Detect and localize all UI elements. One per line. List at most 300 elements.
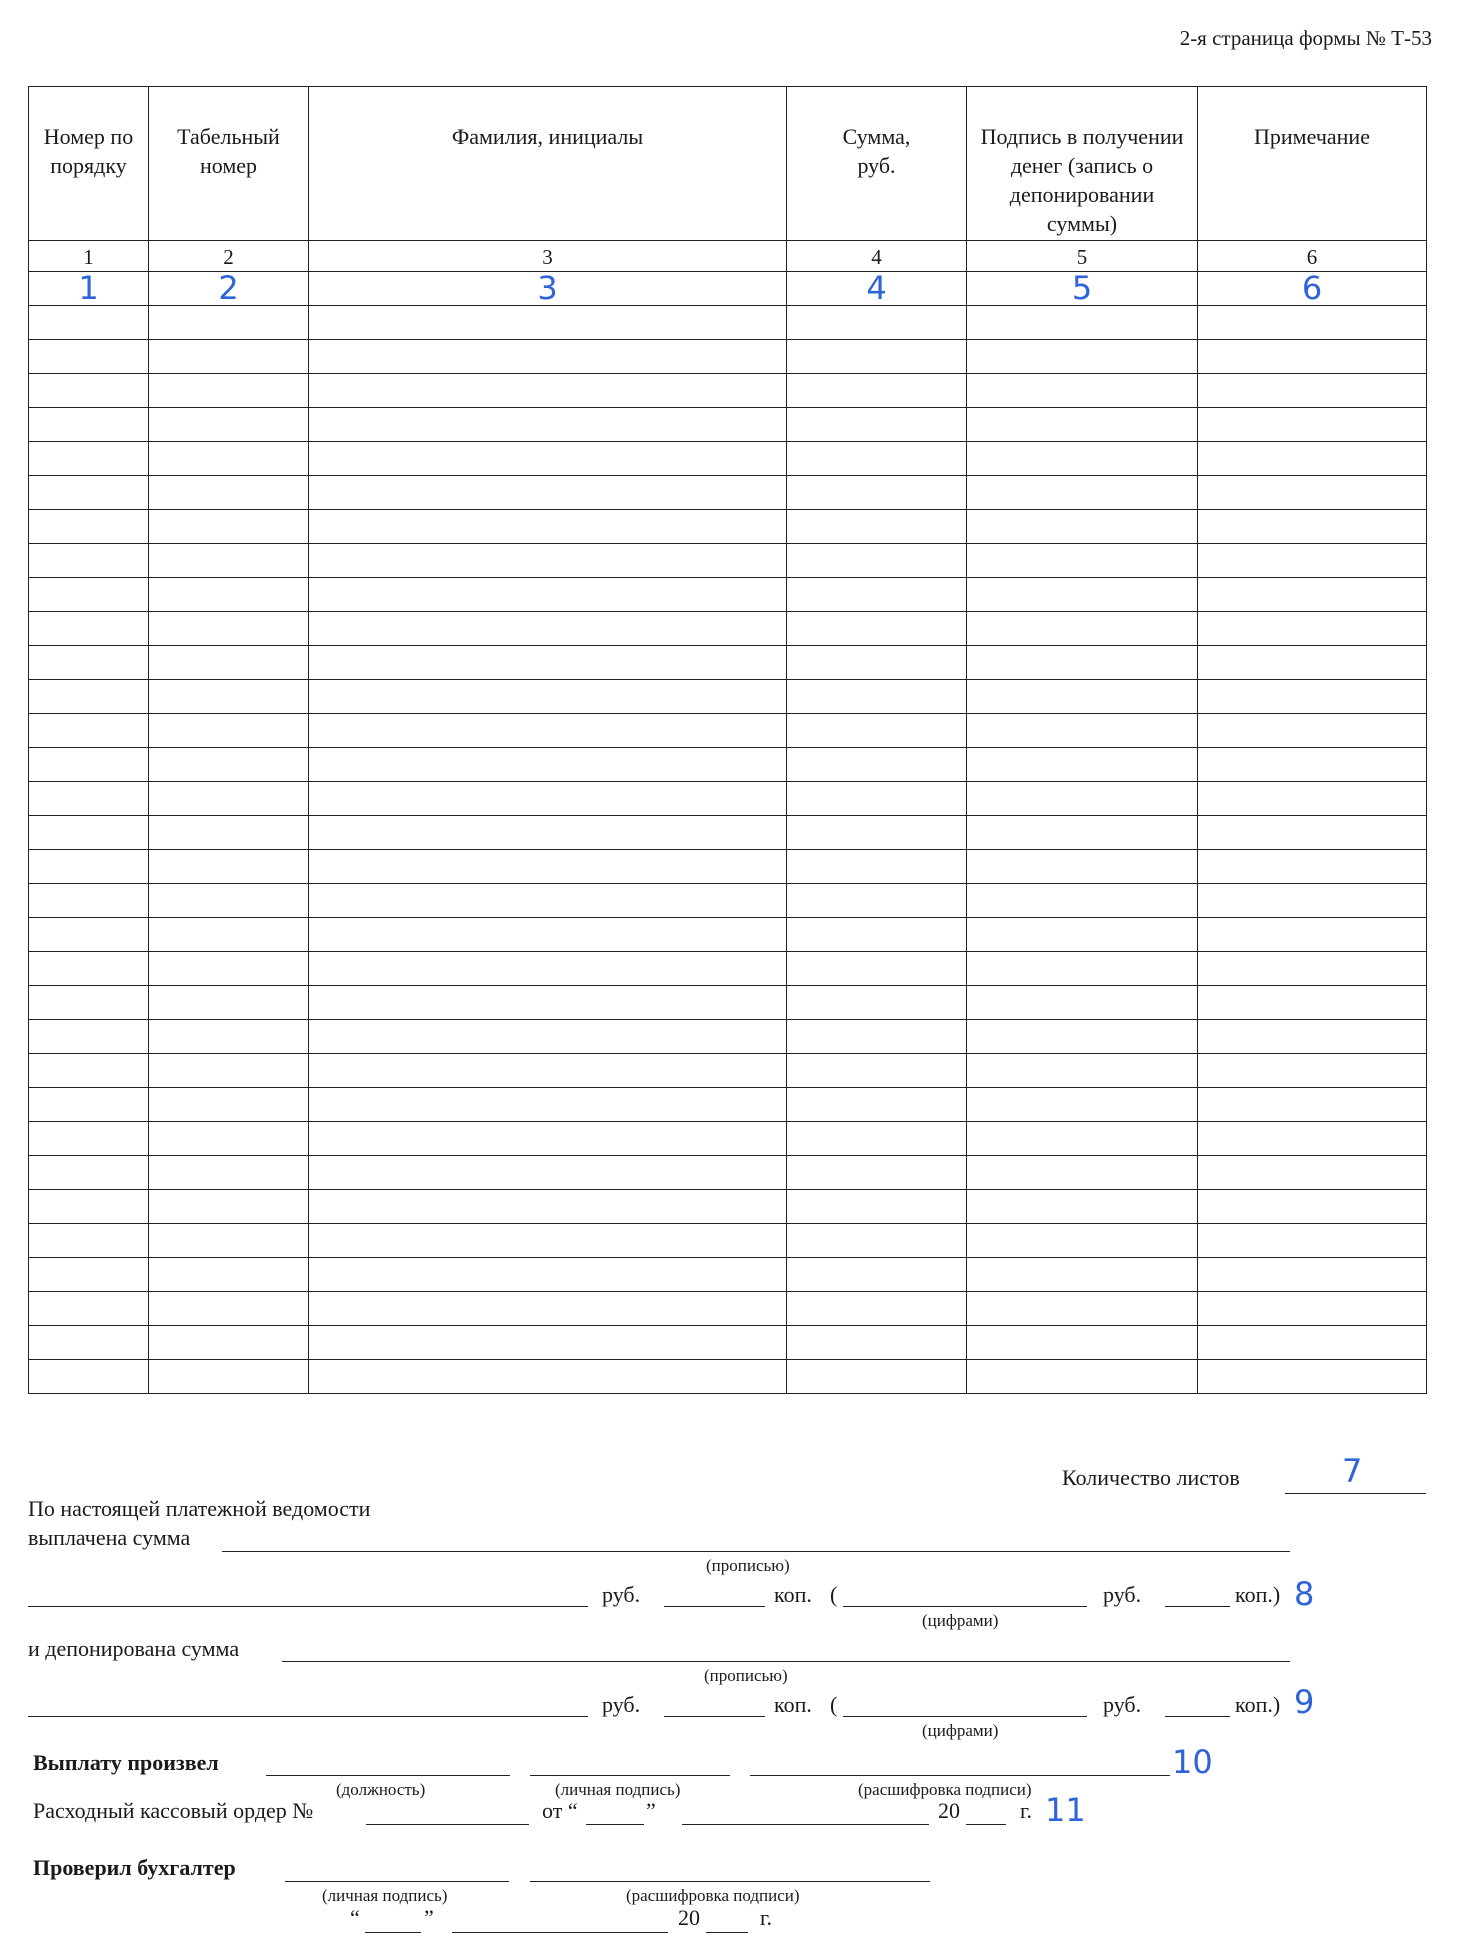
table-row bbox=[29, 1224, 1427, 1258]
table-cell[interactable] bbox=[1198, 1156, 1427, 1190]
table-cell[interactable] bbox=[1198, 1224, 1427, 1258]
table-cell[interactable] bbox=[29, 1190, 149, 1224]
table-cell[interactable] bbox=[967, 1156, 1198, 1190]
year-prefix: 20 bbox=[938, 1798, 960, 1823]
table-row bbox=[29, 782, 1427, 816]
table-cell[interactable] bbox=[787, 1156, 967, 1190]
table-cell[interactable] bbox=[967, 748, 1198, 782]
table-row bbox=[29, 544, 1427, 578]
order-year-field[interactable] bbox=[966, 1824, 1006, 1825]
open-paren: ( bbox=[830, 1582, 838, 1607]
table-cell[interactable] bbox=[29, 884, 149, 918]
year-prefix: 20 bbox=[678, 1905, 700, 1930]
table-cell[interactable] bbox=[29, 952, 149, 986]
annotation-marker: 3 bbox=[537, 269, 558, 307]
table-cell[interactable] bbox=[149, 782, 309, 816]
table-cell[interactable] bbox=[967, 612, 1198, 646]
table-cell[interactable] bbox=[29, 1224, 149, 1258]
table-cell[interactable] bbox=[149, 1224, 309, 1258]
table-row bbox=[29, 578, 1427, 612]
table-cell[interactable] bbox=[1198, 510, 1427, 544]
payroll-table bbox=[28, 86, 1427, 1394]
table-cell[interactable] bbox=[149, 269, 309, 307]
table-cell[interactable] bbox=[967, 1292, 1198, 1326]
rub-label: руб. bbox=[602, 1582, 641, 1607]
header-row-number: Номер по порядку bbox=[29, 87, 149, 241]
table-cell[interactable] bbox=[787, 1258, 967, 1292]
table-cell[interactable] bbox=[787, 850, 967, 884]
table-cell[interactable] bbox=[149, 748, 309, 782]
table-cell[interactable] bbox=[29, 340, 149, 374]
annotation-marker: 6 bbox=[1301, 269, 1323, 307]
table-cell[interactable] bbox=[149, 816, 309, 850]
table-cell[interactable] bbox=[309, 1292, 787, 1326]
table-cell[interactable] bbox=[149, 1360, 309, 1394]
table-cell[interactable] bbox=[309, 952, 787, 986]
table-row bbox=[29, 918, 1427, 952]
table-cell[interactable] bbox=[29, 612, 149, 646]
table-cell[interactable] bbox=[309, 918, 787, 952]
table-cell[interactable] bbox=[967, 1054, 1198, 1088]
table-cell[interactable] bbox=[149, 1020, 309, 1054]
table-cell[interactable] bbox=[29, 1258, 149, 1292]
table-cell[interactable] bbox=[149, 1326, 309, 1360]
table-cell[interactable] bbox=[967, 408, 1198, 442]
annotation-marker: 4 bbox=[866, 269, 887, 307]
deposited-kop-field[interactable] bbox=[664, 1716, 765, 1717]
order-month-field[interactable] bbox=[682, 1824, 929, 1825]
table-cell[interactable] bbox=[309, 1020, 787, 1054]
table-cell[interactable] bbox=[149, 544, 309, 578]
table-cell[interactable] bbox=[149, 306, 309, 340]
table-cell[interactable] bbox=[29, 306, 149, 340]
annotation-marker: 1 bbox=[78, 269, 99, 307]
table-cell[interactable] bbox=[967, 544, 1198, 578]
table-cell[interactable] bbox=[967, 1190, 1198, 1224]
table-row bbox=[29, 986, 1427, 1020]
deposited-amount-digits-field[interactable] bbox=[843, 1716, 1087, 1717]
table-row bbox=[29, 1190, 1427, 1224]
table-cell[interactable] bbox=[149, 1190, 309, 1224]
table-cell[interactable] bbox=[309, 442, 787, 476]
table-cell[interactable] bbox=[1198, 714, 1427, 748]
table-row bbox=[29, 1360, 1427, 1394]
table-cell[interactable] bbox=[1198, 1020, 1427, 1054]
close-quote: ” bbox=[646, 1798, 656, 1823]
cash-order-number-field[interactable] bbox=[366, 1824, 529, 1825]
table-row bbox=[29, 1054, 1427, 1088]
table-cell[interactable] bbox=[1198, 340, 1427, 374]
table-cell[interactable] bbox=[1198, 646, 1427, 680]
header-signature: Подпись в получении денег (запись о депонировании суммы) bbox=[967, 87, 1198, 241]
table-cell[interactable] bbox=[967, 646, 1198, 680]
rub-label: руб. bbox=[602, 1692, 641, 1717]
table-cell[interactable] bbox=[149, 680, 309, 714]
open-quote: “ bbox=[350, 1905, 360, 1930]
table-cell[interactable] bbox=[309, 612, 787, 646]
table-cell[interactable] bbox=[1198, 374, 1427, 408]
table-cell[interactable] bbox=[967, 1258, 1198, 1292]
table-cell[interactable] bbox=[1198, 918, 1427, 952]
table-cell[interactable] bbox=[1198, 442, 1427, 476]
table-cell[interactable] bbox=[149, 646, 309, 680]
table-row bbox=[29, 952, 1427, 986]
table-cell[interactable] bbox=[787, 269, 967, 307]
table-cell[interactable] bbox=[787, 918, 967, 952]
table-cell[interactable] bbox=[787, 578, 967, 612]
table-cell[interactable] bbox=[1198, 850, 1427, 884]
table-cell[interactable] bbox=[967, 918, 1198, 952]
table-cell[interactable] bbox=[1198, 1360, 1427, 1394]
words-hint: (прописью) bbox=[706, 1556, 790, 1575]
table-cell[interactable] bbox=[967, 578, 1198, 612]
table-cell[interactable] bbox=[1198, 816, 1427, 850]
table-cell[interactable] bbox=[967, 816, 1198, 850]
decoding-hint: (расшифровка подписи) bbox=[858, 1780, 1032, 1799]
table-cell[interactable] bbox=[29, 1020, 149, 1054]
table-cell[interactable] bbox=[29, 1088, 149, 1122]
table-cell[interactable] bbox=[309, 816, 787, 850]
column-number: 4 bbox=[787, 241, 967, 272]
check-year-field[interactable] bbox=[706, 1932, 748, 1933]
paid-amount-words-field[interactable] bbox=[222, 1551, 1290, 1552]
table-cell[interactable] bbox=[787, 646, 967, 680]
table-cell[interactable] bbox=[309, 408, 787, 442]
order-day-field[interactable] bbox=[586, 1824, 644, 1825]
table-cell[interactable] bbox=[309, 680, 787, 714]
header-amount: Сумма, руб. bbox=[787, 87, 967, 241]
table-cell[interactable] bbox=[967, 782, 1198, 816]
paid-kop-field[interactable] bbox=[664, 1606, 765, 1607]
table-header-row bbox=[29, 87, 1427, 241]
table-row bbox=[29, 1156, 1427, 1190]
table-cell[interactable] bbox=[149, 714, 309, 748]
check-day-field[interactable] bbox=[365, 1932, 421, 1933]
table-cell[interactable] bbox=[149, 952, 309, 986]
table-cell[interactable] bbox=[967, 306, 1198, 340]
table-cell[interactable] bbox=[967, 1224, 1198, 1258]
table-cell[interactable] bbox=[29, 544, 149, 578]
table-row bbox=[29, 884, 1427, 918]
table-cell[interactable] bbox=[1198, 1088, 1427, 1122]
from-label: от “ bbox=[542, 1798, 578, 1823]
table-cell[interactable] bbox=[787, 544, 967, 578]
header-personnel-number: Табельный номер bbox=[149, 87, 309, 241]
table-row bbox=[29, 714, 1427, 748]
deposited-digits-kop-field[interactable] bbox=[1165, 1716, 1230, 1717]
table-cell[interactable] bbox=[309, 748, 787, 782]
table-cell[interactable] bbox=[787, 1326, 967, 1360]
kop-close-label: коп.) bbox=[1235, 1582, 1281, 1607]
paid-by-position-field[interactable] bbox=[266, 1775, 510, 1776]
accountant-decoding-field[interactable] bbox=[530, 1881, 930, 1882]
header-note: Примечание bbox=[1198, 87, 1427, 241]
table-cell[interactable] bbox=[787, 1054, 967, 1088]
paid-amount-digits-field[interactable] bbox=[843, 1606, 1087, 1607]
table-cell[interactable] bbox=[309, 1326, 787, 1360]
table-cell[interactable] bbox=[787, 816, 967, 850]
table-cell[interactable] bbox=[29, 1326, 149, 1360]
table-cell[interactable] bbox=[149, 986, 309, 1020]
table-cell[interactable] bbox=[149, 1088, 309, 1122]
table-cell[interactable] bbox=[309, 1156, 787, 1190]
annotation-marker-8: 8 bbox=[1294, 1575, 1315, 1613]
table-cell[interactable] bbox=[309, 1258, 787, 1292]
table-cell[interactable] bbox=[787, 510, 967, 544]
table-cell[interactable] bbox=[787, 612, 967, 646]
paid-line-2: выплачена сумма bbox=[28, 1525, 191, 1550]
table-cell[interactable] bbox=[309, 646, 787, 680]
table-row bbox=[29, 1020, 1427, 1054]
table-cell[interactable] bbox=[29, 374, 149, 408]
table-row bbox=[29, 374, 1427, 408]
check-month-field[interactable] bbox=[452, 1932, 668, 1933]
table-cell[interactable] bbox=[967, 1326, 1198, 1360]
table-cell[interactable] bbox=[787, 1292, 967, 1326]
table-cell[interactable] bbox=[787, 782, 967, 816]
table-cell[interactable] bbox=[1198, 269, 1427, 307]
paid-digits-kop-field[interactable] bbox=[1165, 1606, 1230, 1607]
table-cell[interactable] bbox=[29, 442, 149, 476]
table-row bbox=[29, 612, 1427, 646]
table-cell[interactable] bbox=[967, 510, 1198, 544]
table-cell[interactable] bbox=[29, 646, 149, 680]
kop-label: коп. bbox=[774, 1692, 812, 1717]
table-cell[interactable] bbox=[309, 1054, 787, 1088]
position-hint: (должность) bbox=[336, 1780, 426, 1799]
table-cell[interactable] bbox=[309, 374, 787, 408]
table-cell[interactable] bbox=[1198, 476, 1427, 510]
digits-hint: (цифрами) bbox=[922, 1721, 999, 1740]
table-cell[interactable] bbox=[1198, 952, 1427, 986]
table-cell[interactable] bbox=[29, 918, 149, 952]
table-cell[interactable] bbox=[787, 1122, 967, 1156]
table-cell[interactable] bbox=[309, 782, 787, 816]
table-cell[interactable] bbox=[787, 680, 967, 714]
table-row bbox=[29, 1122, 1427, 1156]
table-cell[interactable] bbox=[309, 340, 787, 374]
paid-by-label: Выплату произвел bbox=[33, 1750, 219, 1775]
annotation-marker: 2 bbox=[218, 269, 239, 307]
annotation-marker-7: 7 bbox=[1342, 1452, 1363, 1490]
deposited-words-continuation[interactable] bbox=[28, 1716, 588, 1717]
table-cell[interactable] bbox=[1198, 986, 1427, 1020]
table-cell[interactable] bbox=[967, 1122, 1198, 1156]
words-hint: (прописью) bbox=[704, 1666, 788, 1685]
table-cell[interactable] bbox=[29, 1122, 149, 1156]
table-cell[interactable] bbox=[787, 374, 967, 408]
table-cell[interactable] bbox=[967, 884, 1198, 918]
table-cell[interactable] bbox=[1198, 1190, 1427, 1224]
column-number: 6 bbox=[1198, 241, 1427, 272]
table-cell[interactable] bbox=[29, 850, 149, 884]
table-cell[interactable] bbox=[29, 986, 149, 1020]
table-cell[interactable] bbox=[309, 1122, 787, 1156]
table-cell[interactable] bbox=[787, 476, 967, 510]
table-cell[interactable] bbox=[309, 1190, 787, 1224]
table-cell[interactable] bbox=[149, 918, 309, 952]
table-cell[interactable] bbox=[967, 269, 1198, 307]
table-cell[interactable] bbox=[149, 884, 309, 918]
table-cell[interactable] bbox=[149, 442, 309, 476]
table-cell[interactable] bbox=[1198, 1054, 1427, 1088]
marker-row bbox=[29, 272, 1427, 306]
table-cell[interactable] bbox=[29, 1054, 149, 1088]
table-cell[interactable] bbox=[29, 510, 149, 544]
table-cell[interactable] bbox=[1198, 1326, 1427, 1360]
paid-by-signature-field[interactable] bbox=[530, 1775, 730, 1776]
table-cell[interactable] bbox=[29, 269, 149, 307]
table-cell[interactable] bbox=[787, 408, 967, 442]
table-cell[interactable] bbox=[967, 1360, 1198, 1394]
table-cell[interactable] bbox=[967, 952, 1198, 986]
table-cell[interactable] bbox=[149, 1292, 309, 1326]
table-cell[interactable] bbox=[309, 578, 787, 612]
table-cell[interactable] bbox=[1198, 612, 1427, 646]
table-cell[interactable] bbox=[967, 1020, 1198, 1054]
table-cell[interactable] bbox=[309, 306, 787, 340]
table-cell[interactable] bbox=[149, 408, 309, 442]
table-cell[interactable] bbox=[309, 884, 787, 918]
table-cell[interactable] bbox=[149, 476, 309, 510]
table-cell[interactable] bbox=[309, 476, 787, 510]
table-cell[interactable] bbox=[149, 850, 309, 884]
table-cell[interactable] bbox=[309, 1088, 787, 1122]
accountant-signature-field[interactable] bbox=[285, 1881, 509, 1882]
table-cell[interactable] bbox=[967, 1088, 1198, 1122]
table-cell[interactable] bbox=[787, 986, 967, 1020]
table-cell[interactable] bbox=[787, 442, 967, 476]
table-cell[interactable] bbox=[29, 782, 149, 816]
year-suffix: г. bbox=[760, 1905, 773, 1930]
digits-hint: (цифрами) bbox=[922, 1611, 999, 1630]
table-cell[interactable] bbox=[787, 748, 967, 782]
table-row bbox=[29, 306, 1427, 340]
table-cell[interactable] bbox=[149, 578, 309, 612]
table-cell[interactable] bbox=[149, 1156, 309, 1190]
table-row bbox=[29, 442, 1427, 476]
checked-label: Проверил бухгалтер bbox=[33, 1855, 236, 1880]
table-cell[interactable] bbox=[29, 816, 149, 850]
table-cell[interactable] bbox=[967, 476, 1198, 510]
table-cell[interactable] bbox=[149, 510, 309, 544]
table-cell[interactable] bbox=[967, 442, 1198, 476]
table-cell[interactable] bbox=[309, 1360, 787, 1394]
table-cell[interactable] bbox=[787, 714, 967, 748]
open-paren: ( bbox=[830, 1692, 838, 1717]
table-row bbox=[29, 1292, 1427, 1326]
table-row bbox=[29, 340, 1427, 374]
table-cell[interactable] bbox=[1198, 306, 1427, 340]
table-cell[interactable] bbox=[1198, 544, 1427, 578]
table-row bbox=[29, 850, 1427, 884]
table-cell[interactable] bbox=[967, 850, 1198, 884]
table-cell[interactable] bbox=[787, 1088, 967, 1122]
table-cell[interactable] bbox=[149, 340, 309, 374]
cash-order-label: Расходный кассовый ордер № bbox=[33, 1798, 314, 1823]
table-cell[interactable] bbox=[1198, 1292, 1427, 1326]
table-cell[interactable] bbox=[787, 306, 967, 340]
table-row bbox=[29, 646, 1427, 680]
table-cell[interactable] bbox=[149, 1054, 309, 1088]
table-cell[interactable] bbox=[787, 1224, 967, 1258]
table-cell[interactable] bbox=[309, 544, 787, 578]
table-cell[interactable] bbox=[787, 340, 967, 374]
table-cell[interactable] bbox=[1198, 1122, 1427, 1156]
table-cell[interactable] bbox=[309, 986, 787, 1020]
deposited-label: и депонирована сумма bbox=[28, 1636, 240, 1661]
table-cell[interactable] bbox=[1198, 680, 1427, 714]
table-cell[interactable] bbox=[1198, 748, 1427, 782]
table-cell[interactable] bbox=[29, 1156, 149, 1190]
table-cell[interactable] bbox=[29, 1360, 149, 1394]
table-cell[interactable] bbox=[309, 714, 787, 748]
table-cell[interactable] bbox=[149, 374, 309, 408]
table-cell[interactable] bbox=[29, 748, 149, 782]
table-cell[interactable] bbox=[149, 612, 309, 646]
table-cell[interactable] bbox=[787, 1360, 967, 1394]
table-cell[interactable] bbox=[29, 680, 149, 714]
table-cell[interactable] bbox=[149, 1258, 309, 1292]
table-cell[interactable] bbox=[967, 714, 1198, 748]
table-cell[interactable] bbox=[29, 578, 149, 612]
page-header: 2-я страница формы № Т-53 bbox=[1179, 26, 1432, 50]
table-cell[interactable] bbox=[29, 1292, 149, 1326]
table-cell[interactable] bbox=[967, 986, 1198, 1020]
table-row bbox=[29, 816, 1427, 850]
table-row bbox=[29, 476, 1427, 510]
table-cell[interactable] bbox=[967, 340, 1198, 374]
table-cell[interactable] bbox=[1198, 1258, 1427, 1292]
table-cell[interactable] bbox=[149, 1122, 309, 1156]
table-row bbox=[29, 1326, 1427, 1360]
paid-amount-words-continuation[interactable] bbox=[28, 1606, 588, 1607]
table-cell[interactable] bbox=[29, 714, 149, 748]
annotation-marker-10: 10 bbox=[1172, 1743, 1213, 1781]
table-cell[interactable] bbox=[309, 269, 787, 307]
table-cell[interactable] bbox=[787, 1190, 967, 1224]
deposited-amount-words-field[interactable] bbox=[282, 1661, 1290, 1662]
table-cell[interactable] bbox=[1198, 884, 1427, 918]
annotation-marker-11: 11 bbox=[1045, 1791, 1086, 1829]
close-quote: ” bbox=[424, 1905, 434, 1930]
table-cell[interactable] bbox=[1198, 578, 1427, 612]
column-number: 2 bbox=[149, 241, 309, 272]
table-cell[interactable] bbox=[967, 374, 1198, 408]
table-cell[interactable] bbox=[787, 884, 967, 918]
table-row bbox=[29, 680, 1427, 714]
table-cell[interactable] bbox=[309, 850, 787, 884]
table-cell[interactable] bbox=[967, 680, 1198, 714]
signature-hint: (личная подпись) bbox=[322, 1886, 448, 1905]
header-full-name: Фамилия, инициалы bbox=[309, 87, 787, 241]
table-row bbox=[29, 510, 1427, 544]
table-cell[interactable] bbox=[787, 952, 967, 986]
paid-by-decoding-field[interactable] bbox=[750, 1775, 1170, 1776]
annotation-marker-9: 9 bbox=[1294, 1683, 1315, 1721]
sheets-count-field[interactable] bbox=[1285, 1493, 1426, 1494]
table-cell[interactable] bbox=[787, 1020, 967, 1054]
table-cell[interactable] bbox=[1198, 782, 1427, 816]
table-cell[interactable] bbox=[29, 408, 149, 442]
column-number-row bbox=[29, 241, 1427, 272]
table-cell[interactable] bbox=[1198, 408, 1427, 442]
kop-close-label: коп.) bbox=[1235, 1692, 1281, 1717]
table-cell[interactable] bbox=[309, 510, 787, 544]
table-cell[interactable] bbox=[309, 1224, 787, 1258]
table-row bbox=[29, 748, 1427, 782]
table-cell[interactable] bbox=[29, 476, 149, 510]
